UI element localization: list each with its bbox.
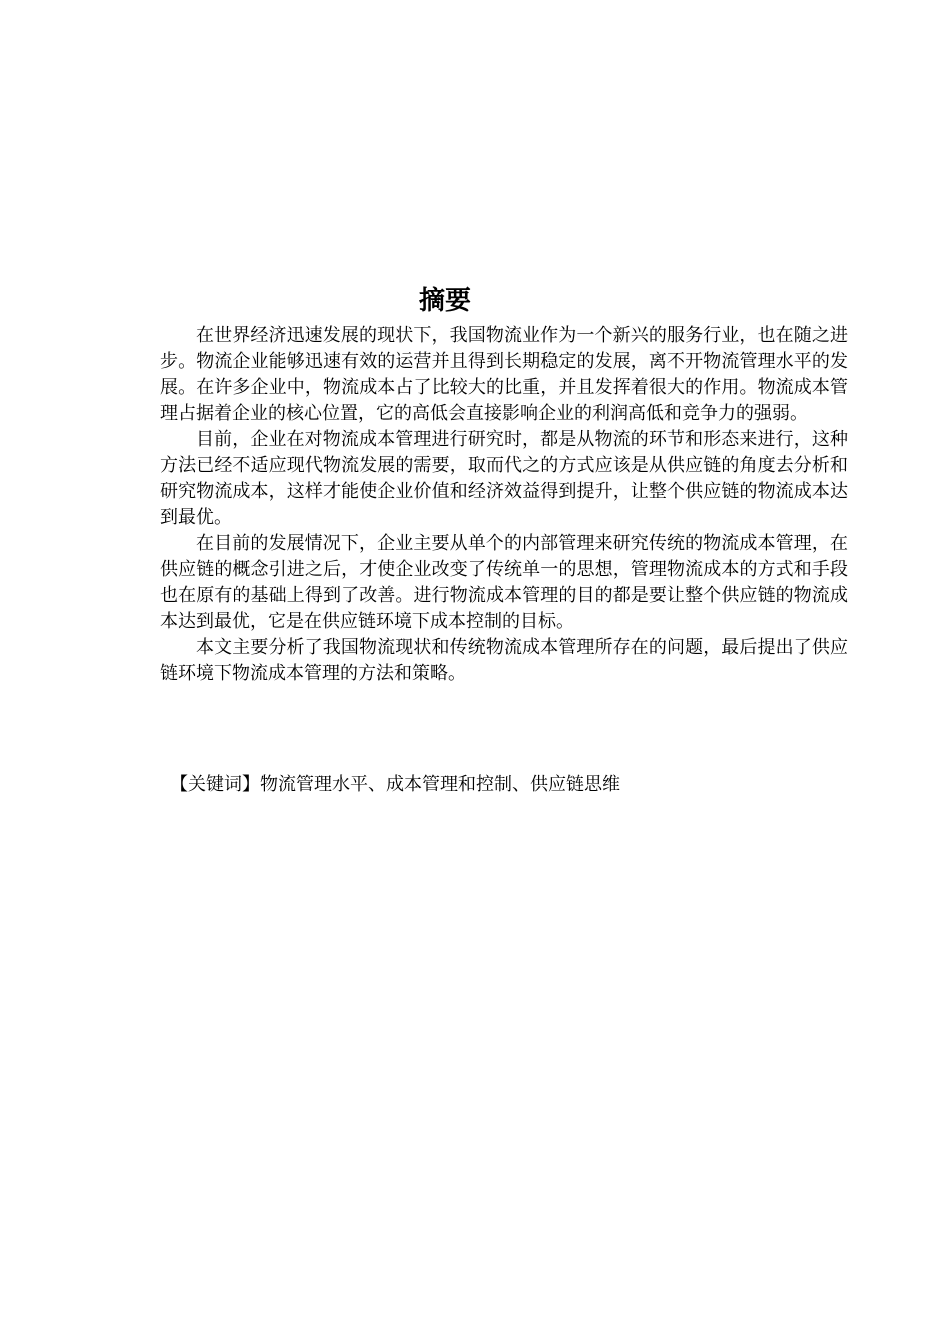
keywords-label: 【关键词】 [170,774,260,795]
keywords-text: 物流管理水平、成本管理和控制、供应链思维 [260,774,620,795]
abstract-paragraph-1: 在世界经济迅速发展的现状下，我国物流业作为一个新兴的服务行业，也在随之进步。物流企业能够迅速有效的运营并且得到长期稳定的发展，离不开物流管理水平的发展。在许多企业中，物流成本占了比较大的比重，并且发挥着很大的作用。物流成本管理占据着企业的核心位置，它的高低会直接影响企业的利润高低和竞争力的强弱。 [160,325,848,424]
abstract-paragraph-2: 目前，企业在对物流成本管理进行研究时，都是从物流的环节和形态来进行，这种方法已经不适应现代物流发展的需要，取而代之的方式应该是从供应链的角度去分析和研究物流成本，这样才能使企业价值和经济效益得到提升，让整个供应链的物流成本达到最优。 [160,429,848,528]
abstract-paragraph-3: 在目前的发展情况下，企业主要从单个的内部管理来研究传统的物流成本管理，在供应链的概念引进之后，才使企业改变了传统单一的思想，管理物流成本的方式和手段也在原有的基础上得到了改善。进行物流成本管理的目的都是要让整个供应链的物流成本达到最优，它是在供应链环境下成本控制的目标。 [160,533,848,632]
abstract-title: 摘要 [418,286,471,316]
abstract-body [160,323,848,687]
abstract-paragraph-4: 本文主要分析了我国物流现状和传统物流成本管理所存在的问题，最后提出了供应链环境下物流成本管理的方法和策略。 [160,637,848,684]
keywords-line [170,772,850,798]
